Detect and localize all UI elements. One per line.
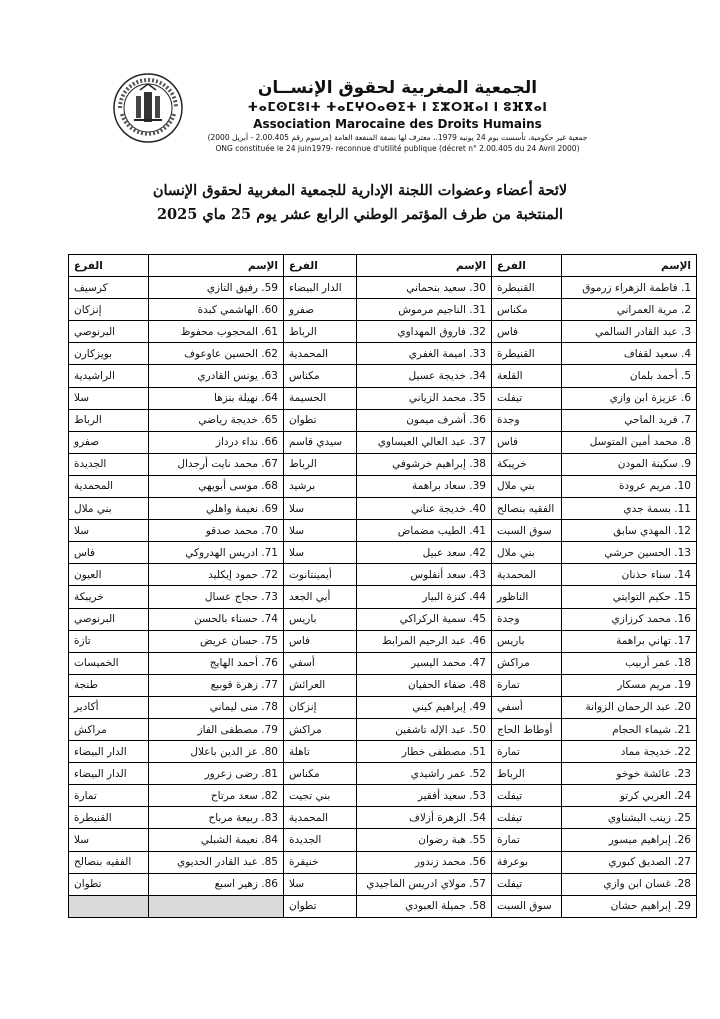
member-branch-cell: بوعرفة	[492, 851, 562, 873]
member-name-cell: 76. أحمد الهايج	[149, 652, 284, 674]
member-branch-cell: تطوان	[284, 895, 357, 917]
member-branch-cell: تيفلت	[492, 873, 562, 895]
member-name-cell: 24. العربي كرتو	[562, 785, 697, 807]
member-name-cell: 18. عمر أربيب	[562, 652, 697, 674]
member-branch-cell: الرباط	[492, 763, 562, 785]
member-branch-cell: الدار البيضاء	[69, 763, 149, 785]
member-name-cell: 83. ربيعة مرباح	[149, 807, 284, 829]
member-branch-cell: خريبكة	[492, 453, 562, 475]
member-branch-cell: بني ملال	[69, 498, 149, 520]
table-row	[69, 829, 697, 851]
members-table	[68, 254, 697, 918]
org-status-arabic: جمعية غير حكومية، تأسست يوم 24 يونيه 1979.، معترف لها بصفة المنفعة العامة (مرسوم رقم 2.00.405 - أبريل 2000)	[207, 133, 588, 142]
member-branch-cell: الجديدة	[69, 453, 149, 475]
member-branch-cell: بني ملال	[492, 542, 562, 564]
member-name-cell: 6. عزيزة ابن وازي	[562, 387, 697, 409]
member-name-cell: 56. محمد زندور	[357, 851, 492, 873]
member-name-cell: 82. سعد مرتاح	[149, 785, 284, 807]
member-name-cell: 20. عبد الرحمان الزوانة	[562, 696, 697, 718]
table-row	[69, 409, 697, 431]
member-branch-cell: فاس	[492, 431, 562, 453]
member-branch-cell: صفرو	[284, 299, 357, 321]
table-row	[69, 365, 697, 387]
member-name-cell: 29. إبراهيم حشان	[562, 895, 697, 917]
member-name-cell: 58. جميلة العبودي	[357, 895, 492, 917]
member-branch-cell: مكناس	[284, 365, 357, 387]
table-row	[69, 299, 697, 321]
member-branch-cell: تمارة	[492, 674, 562, 696]
member-name-cell: 60. الهاشمي كبدة	[149, 299, 284, 321]
name-column-header: الإسم	[357, 255, 492, 277]
member-branch-cell: طنجة	[69, 674, 149, 696]
member-branch-cell: الراشيدية	[69, 365, 149, 387]
member-branch-cell: القنيطرة	[492, 343, 562, 365]
member-name-cell: 45. سمية الركراكي	[357, 608, 492, 630]
member-branch-cell: سلا	[69, 387, 149, 409]
member-name-cell: 3. عبد القادر السالمي	[562, 321, 697, 343]
member-name-cell: 27. الصديق كبوري	[562, 851, 697, 873]
member-branch-cell	[69, 895, 149, 917]
member-name-cell: 61. المحجوب محفوظ	[149, 321, 284, 343]
member-name-cell: 57. مولاي ادريس الماجيدي	[357, 873, 492, 895]
member-name-cell	[149, 895, 284, 917]
member-branch-cell: سلا	[69, 520, 149, 542]
member-branch-cell: تاهلة	[284, 741, 357, 763]
member-name-cell: 34. خديجة عسيل	[357, 365, 492, 387]
amdh-logo	[112, 72, 184, 144]
member-branch-cell: وجدة	[492, 608, 562, 630]
member-branch-cell: تيفلت	[492, 807, 562, 829]
member-branch-cell: خنيفرة	[284, 851, 357, 873]
member-branch-cell: أيمينتانوت	[284, 564, 357, 586]
member-name-cell: 62. الحسين عاوعوف	[149, 343, 284, 365]
member-branch-cell: تيفلت	[492, 785, 562, 807]
table-row	[69, 851, 697, 873]
table-row	[69, 453, 697, 475]
member-branch-cell: الخميسات	[69, 652, 149, 674]
member-branch-cell: مكناس	[284, 763, 357, 785]
member-branch-cell: باريس	[492, 630, 562, 652]
member-branch-cell: فاس	[284, 630, 357, 652]
member-branch-cell: القنيطرة	[492, 277, 562, 299]
member-branch-cell: المحمدية	[284, 343, 357, 365]
member-branch-cell: سوق السبت	[492, 895, 562, 917]
table-row	[69, 652, 697, 674]
table-row	[69, 475, 697, 497]
member-name-cell: 42. سعد عبيل	[357, 542, 492, 564]
member-name-cell: 28. غسان ابن وازي	[562, 873, 697, 895]
document-title-line-2: المنتخبة من طرف المؤتمر الوطني الرابع عشر يوم 25 ماي 2025	[156, 206, 564, 223]
member-branch-cell: بني تجيت	[284, 785, 357, 807]
member-branch-cell: كرسيف	[69, 277, 149, 299]
member-name-cell: 59. رفيق التازي	[149, 277, 284, 299]
member-name-cell: 80. عز الدين باعلال	[149, 741, 284, 763]
member-name-cell: 72. حمود إيكليد	[149, 564, 284, 586]
member-branch-cell: سلا	[284, 498, 357, 520]
member-name-cell: 5. أحمد بلمان	[562, 365, 697, 387]
member-name-cell: 32. فاروق المهداوي	[357, 321, 492, 343]
member-name-cell: 78. منى ليماني	[149, 696, 284, 718]
member-name-cell: 26. إبراهيم ميسور	[562, 829, 697, 851]
member-branch-cell: البرنوصي	[69, 321, 149, 343]
member-name-cell: 47. محمد اليسير	[357, 652, 492, 674]
member-branch-cell: مراكش	[69, 718, 149, 740]
table-row	[69, 431, 697, 453]
member-branch-cell: أسفي	[284, 652, 357, 674]
member-name-cell: 66. نداء درداز	[149, 431, 284, 453]
member-branch-cell: تمارة	[492, 741, 562, 763]
member-name-cell: 22. خديجة مماد	[562, 741, 697, 763]
member-name-cell: 55. هبة رضوان	[357, 829, 492, 851]
member-branch-cell: بويزكارن	[69, 343, 149, 365]
member-branch-cell: وجدة	[492, 409, 562, 431]
member-name-cell: 51. مصطفى خطار	[357, 741, 492, 763]
member-name-cell: 19. مريم مسكار	[562, 674, 697, 696]
member-name-cell: 37. عبد العالي العيساوي	[357, 431, 492, 453]
member-branch-cell: بني ملال	[492, 475, 562, 497]
member-branch-cell: سيدي قاسم	[284, 431, 357, 453]
member-name-cell: 15. حكيم التوايتي	[562, 586, 697, 608]
member-branch-cell: المحمدية	[69, 475, 149, 497]
member-name-cell: 63. يونس القادري	[149, 365, 284, 387]
member-name-cell: 1. فاطمة الزهراء زرموق	[562, 277, 697, 299]
member-branch-cell: تطوان	[284, 409, 357, 431]
member-branch-cell: سلا	[284, 520, 357, 542]
table-row	[69, 696, 697, 718]
member-branch-cell: تطوان	[69, 873, 149, 895]
table-row	[69, 674, 697, 696]
member-name-cell: 36. أشرف ميمون	[357, 409, 492, 431]
member-name-cell: 85. عبد القادر الحديوي	[149, 851, 284, 873]
branch-column-header: الفرع	[69, 255, 149, 277]
table-row	[69, 387, 697, 409]
member-name-cell: 38. إبراهيم خرشوفي	[357, 453, 492, 475]
member-branch-cell: الدار البيضاء	[69, 741, 149, 763]
member-name-cell: 44. كنزة البيار	[357, 586, 492, 608]
member-name-cell: 67. محمد نايت أرجدال	[149, 453, 284, 475]
member-branch-cell: المحمدية	[492, 564, 562, 586]
member-branch-cell: مكناس	[492, 299, 562, 321]
organization-header	[190, 78, 605, 154]
member-name-cell: 11. بسمة جدي	[562, 498, 697, 520]
org-name-arabic: الجمعية المغربية لحقوق الإنســان	[257, 78, 538, 98]
member-name-cell: 84. نعيمة الشبلي	[149, 829, 284, 851]
member-branch-cell: الفقيه بنصالح	[492, 498, 562, 520]
table-row	[69, 630, 697, 652]
member-branch-cell: فاس	[69, 542, 149, 564]
table-row	[69, 807, 697, 829]
member-branch-cell: القلعة	[492, 365, 562, 387]
org-status-french: ONG constituée le 24 juin1979- reconnue d'utilité publique (décret n° 2.00.405 du 24 Avril 2000)	[215, 144, 580, 153]
member-name-cell: 31. الناجيم مرموش	[357, 299, 492, 321]
table-row	[69, 564, 697, 586]
member-branch-cell: سلا	[69, 829, 149, 851]
member-branch-cell: سلا	[284, 873, 357, 895]
table-row	[69, 498, 697, 520]
member-branch-cell: أوطاط الحاج	[492, 718, 562, 740]
member-name-cell: 23. عائشة خوخو	[562, 763, 697, 785]
member-name-cell: 70. محمد صدقو	[149, 520, 284, 542]
table-row	[69, 586, 697, 608]
member-name-cell: 75. حسان عريض	[149, 630, 284, 652]
member-branch-cell: تمارة	[69, 785, 149, 807]
table-row	[69, 741, 697, 763]
org-name-french: Association Marocaine des Droits Humains	[253, 117, 542, 131]
member-branch-cell: العيون	[69, 564, 149, 586]
member-branch-cell: تيفلت	[492, 387, 562, 409]
table-row	[69, 321, 697, 343]
member-name-cell: 49. إبراهيم كيني	[357, 696, 492, 718]
member-name-cell: 39. سعاد براهمة	[357, 475, 492, 497]
member-name-cell: 21. شيماء الحجام	[562, 718, 697, 740]
member-name-cell: 71. ادريس الهدروكي	[149, 542, 284, 564]
member-name-cell: 35. محمد الزياني	[357, 387, 492, 409]
name-column-header: الإسم	[149, 255, 284, 277]
document-title-line-1: لائحة أعضاء وعضوات اللجنة الإدارية للجمعية المغربية لحقوق الإنسان	[152, 182, 568, 199]
member-branch-cell: الحسيمة	[284, 387, 357, 409]
member-name-cell: 48. صفاء الحفيان	[357, 674, 492, 696]
member-branch-cell: الجديدة	[284, 829, 357, 851]
member-branch-cell: أكادير	[69, 696, 149, 718]
branch-column-header: الفرع	[492, 255, 562, 277]
member-branch-cell: إنزكان	[69, 299, 149, 321]
member-branch-cell: تمارة	[492, 829, 562, 851]
member-name-cell: 33. اميمة الغفري	[357, 343, 492, 365]
table-row	[69, 873, 697, 895]
member-branch-cell: الرباط	[284, 321, 357, 343]
member-branch-cell: سوق السبت	[492, 520, 562, 542]
member-name-cell: 17. تهاني براهمة	[562, 630, 697, 652]
member-name-cell: 69. نعيمة واهلي	[149, 498, 284, 520]
member-name-cell: 13. الحسين حرشي	[562, 542, 697, 564]
member-name-cell: 68. موسى أبويهي	[149, 475, 284, 497]
member-branch-cell: مراكش	[284, 718, 357, 740]
member-branch-cell: الرباط	[284, 453, 357, 475]
member-name-cell: 9. سكينة المودن	[562, 453, 697, 475]
member-branch-cell: الرباط	[69, 409, 149, 431]
table-row	[69, 785, 697, 807]
member-name-cell: 4. سعيد لقفاف	[562, 343, 697, 365]
member-branch-cell: صفرو	[69, 431, 149, 453]
member-name-cell: 77. زهرة قوبيع	[149, 674, 284, 696]
member-branch-cell: الفقيه بنصالح	[69, 851, 149, 873]
member-name-cell: 12. المهدي سابق	[562, 520, 697, 542]
member-name-cell: 52. عمر راشيدي	[357, 763, 492, 785]
member-branch-cell: إنزكان	[284, 696, 357, 718]
member-name-cell: 50. عبد الإله تاشفين	[357, 718, 492, 740]
member-branch-cell: فاس	[492, 321, 562, 343]
member-name-cell: 7. فريد الماحي	[562, 409, 697, 431]
member-branch-cell: أبي الجعد	[284, 586, 357, 608]
member-branch-cell: المحمدية	[284, 807, 357, 829]
member-name-cell: 46. عبد الرحيم المرابط	[357, 630, 492, 652]
member-branch-cell: تازة	[69, 630, 149, 652]
member-name-cell: 73. حجاج عسال	[149, 586, 284, 608]
member-name-cell: 41. الطيب مضماض	[357, 520, 492, 542]
table-row	[69, 277, 697, 299]
table-row	[69, 608, 697, 630]
member-name-cell: 65. خديجة رياضي	[149, 409, 284, 431]
member-branch-cell: باريس	[284, 608, 357, 630]
member-branch-cell: مراكش	[492, 652, 562, 674]
member-branch-cell: القنيطرة	[69, 807, 149, 829]
member-branch-cell: سلا	[284, 542, 357, 564]
member-name-cell: 79. مصطفى الفاز	[149, 718, 284, 740]
member-name-cell: 16. محمد كرزازي	[562, 608, 697, 630]
table-row	[69, 542, 697, 564]
table-row	[69, 343, 697, 365]
member-name-cell: 25. زينب البشناوي	[562, 807, 697, 829]
member-branch-cell: الدار البيضاء	[284, 277, 357, 299]
member-name-cell: 43. سعد أنفلوس	[357, 564, 492, 586]
name-column-header: الإسم	[562, 255, 697, 277]
member-name-cell: 2. مرية العمراني	[562, 299, 697, 321]
member-name-cell: 30. سعيد بنحماني	[357, 277, 492, 299]
member-name-cell: 81. رضى زعرور	[149, 763, 284, 785]
member-branch-cell: البرنوصي	[69, 608, 149, 630]
branch-column-header: الفرع	[284, 255, 357, 277]
member-branch-cell: الناظور	[492, 586, 562, 608]
member-name-cell: 86. زهير اسبع	[149, 873, 284, 895]
member-name-cell: 40. خديجة عناني	[357, 498, 492, 520]
org-name-tifinagh: ⵜⴰⵎⵙⵎⵓⵏⵜ ⵜⴰⵎⵖⵔⴰⴱⵉⵜ ⵏ ⵉⵣⵔⴼⴰⵏ ⵏ ⵓⴼⴳⴰⵏ	[247, 100, 548, 114]
member-name-cell: 14. سناء حذنان	[562, 564, 697, 586]
member-branch-cell: العرائش	[284, 674, 357, 696]
member-name-cell: 74. حسناء بالحسن	[149, 608, 284, 630]
member-branch-cell: برشيد	[284, 475, 357, 497]
table-header-row	[69, 255, 697, 277]
member-name-cell: 54. الزهرة أزلاف	[357, 807, 492, 829]
member-name-cell: 8. محمد أمين المتوسل	[562, 431, 697, 453]
table-row	[69, 520, 697, 542]
member-name-cell: 10. مريم عرودة	[562, 475, 697, 497]
member-branch-cell: أسفي	[492, 696, 562, 718]
table-row	[69, 763, 697, 785]
member-branch-cell: خريبكة	[69, 586, 149, 608]
member-name-cell: 53. سعيد أفقير	[357, 785, 492, 807]
table-row	[69, 895, 697, 917]
table-row	[69, 718, 697, 740]
member-name-cell: 64. نهيلة بنزها	[149, 387, 284, 409]
